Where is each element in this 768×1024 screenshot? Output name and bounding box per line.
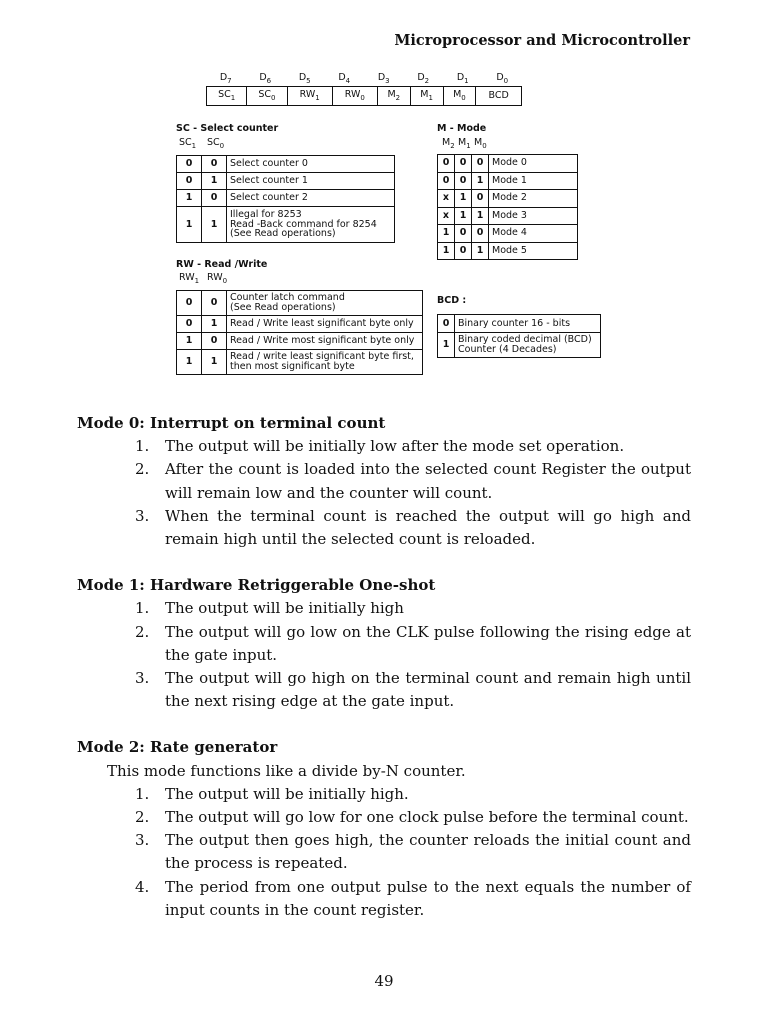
description-cell: Mode 5 (489, 242, 578, 260)
bit-value-cell: 0 (202, 291, 227, 316)
rw-headers (179, 272, 235, 285)
list-text: The output will go low on the CLK pulse following the rising edge at the gate input. (165, 622, 691, 664)
rw-title: RW - Read /Write (176, 259, 268, 270)
bit-value-cell: 1 (438, 242, 455, 260)
list-number: 3. (135, 669, 150, 688)
list-text: The output will go low for one clock pulse before the terminal count. (165, 808, 689, 827)
bit-value-cell: 0 (455, 172, 472, 190)
section-heading: Mode 1: Hardware Retriggerable One-shot (77, 576, 436, 595)
column-header: $RW_0$ (207, 272, 228, 285)
list-number: 3. (135, 506, 150, 525)
description-cell: Mode 1 (489, 172, 578, 190)
control-word-field: $SC_1$ (207, 87, 247, 106)
bit-value-cell: 1 (202, 316, 227, 333)
table-row (177, 291, 423, 316)
numbered-list (77, 597, 691, 713)
bit-value-cell: 1 (438, 225, 455, 243)
sc-title: SC - Select counter (176, 123, 279, 134)
bit-value-cell: 1 (455, 207, 472, 225)
control-word-field: $SC_0$ (247, 87, 287, 106)
table-row (177, 333, 423, 350)
list-text: The output will go high on the terminal count and remain high until the next rising edge at the gate input. (165, 669, 691, 711)
description-cell: Counter latch command (See Read operations) (227, 291, 423, 316)
control-word-figure (0, 0, 768, 390)
table-row (177, 156, 395, 173)
table-row (177, 207, 395, 243)
table-row (177, 350, 423, 375)
bit-value-cell: 0 (455, 155, 472, 173)
bit-position-labels (206, 72, 522, 85)
list-item (77, 597, 691, 620)
bit-value-cell: 1 (455, 190, 472, 208)
bit-value-cell: 1 (202, 207, 227, 243)
numbered-list (77, 783, 691, 922)
table-row (177, 316, 423, 333)
bit-value-cell: 1 (472, 207, 489, 225)
list-item (77, 876, 691, 922)
bit-value-cell: x (438, 207, 455, 225)
bit-value-cell: 1 (472, 242, 489, 260)
bit-value-cell: 0 (177, 316, 202, 333)
bit-label: $D_7$ (219, 72, 232, 85)
list-item (77, 783, 691, 806)
mode-title: M - Mode (437, 123, 487, 134)
list-number: 3. (135, 831, 150, 850)
description-cell: Binary coded decimal (BCD) Counter (4 Decades) (455, 333, 601, 358)
bit-value-cell: x (438, 190, 455, 208)
column-header: $RW_1$ (179, 272, 200, 285)
description-cell: Illegal for 8253 Read -Back command for 8254 (See Read operations) (227, 207, 395, 243)
document-body (77, 412, 691, 922)
list-item (77, 458, 691, 504)
control-word-field: $RW_0$ (332, 87, 377, 106)
table-row (438, 242, 578, 260)
description-cell: Select counter 2 (227, 190, 395, 207)
mode-headers (442, 137, 490, 150)
read-write-table (176, 290, 423, 375)
bit-value-cell: 1 (202, 350, 227, 375)
description-cell: Mode 3 (489, 207, 578, 225)
mode-table (437, 154, 578, 260)
column-header: $M_2$ (442, 137, 455, 150)
control-word-table (206, 86, 522, 106)
list-item (77, 806, 691, 829)
column-header: $SC_0$ (207, 137, 225, 150)
bit-value-cell: 1 (177, 190, 202, 207)
bcd-title: BCD : (437, 295, 467, 306)
bit-value-cell: 0 (202, 156, 227, 173)
bit-value-cell: 0 (202, 333, 227, 350)
list-text: The output will be initially high. (165, 784, 409, 803)
table-row (177, 190, 395, 207)
bit-value-cell: 0 (455, 225, 472, 243)
bit-value-cell: 1 (472, 172, 489, 190)
bit-value-cell: 0 (472, 155, 489, 173)
list-item (77, 829, 691, 875)
list-number: 4. (135, 877, 150, 896)
bit-value-cell: 0 (177, 173, 202, 190)
list-number: 2. (135, 622, 150, 641)
column-header: $SC_1$ (179, 137, 197, 150)
bit-label: $D_1$ (456, 72, 469, 85)
list-text: After the count is loaded into the selected count Register the output will remain low and the counter will count. (165, 460, 691, 502)
bit-label: $D_3$ (377, 72, 390, 85)
description-cell: Read / write least significant byte first, then most significant byte (227, 350, 423, 375)
bit-label: $D_0$ (496, 72, 509, 85)
control-word-field: $RW_1$ (287, 87, 332, 106)
numbered-list (77, 435, 691, 551)
table-row (438, 207, 578, 225)
list-number: 2. (135, 460, 150, 479)
bit-value-cell: 0 (455, 242, 472, 260)
table-row (177, 173, 395, 190)
bit-value-cell: 0 (202, 190, 227, 207)
bit-value-cell: 1 (177, 207, 202, 243)
bit-value-cell: 0 (177, 156, 202, 173)
description-cell: Select counter 0 (227, 156, 395, 173)
list-number: 2. (135, 808, 150, 827)
list-item (77, 505, 691, 551)
list-text: The output will be initially low after the mode set operation. (165, 437, 625, 456)
bit-value-cell: 1 (438, 333, 455, 358)
page-number: 49 (374, 972, 394, 990)
bit-value-cell: 0 (472, 225, 489, 243)
bit-value-cell: 1 (177, 333, 202, 350)
bit-value-cell: 1 (177, 350, 202, 375)
list-item (77, 667, 691, 713)
page-header: Microprocessor and Microcontroller (394, 32, 690, 49)
table-row (438, 315, 601, 333)
control-word-field: $M_2$ (377, 87, 410, 106)
bit-value-cell: 0 (438, 155, 455, 173)
sc-headers (179, 137, 235, 150)
list-item (77, 435, 691, 458)
description-cell: Binary counter 16 - bits (455, 315, 601, 333)
bit-value-cell: 0 (438, 315, 455, 333)
section-heading: Mode 2: Rate generator (77, 738, 278, 757)
list-text: The period from one output pulse to the next equals the number of input counts in the count register. (165, 877, 691, 919)
control-word-field: BCD (476, 87, 522, 106)
list-text: The output will be initially high (165, 599, 404, 618)
bit-label: $D_4$ (338, 72, 351, 85)
bit-label: $D_6$ (259, 72, 272, 85)
control-word-field: $M_0$ (443, 87, 476, 106)
description-cell: Mode 2 (489, 190, 578, 208)
description-cell: Select counter 1 (227, 173, 395, 190)
bcd-table (437, 314, 601, 358)
table-row (438, 190, 578, 208)
control-word-field: $M_1$ (410, 87, 443, 106)
list-text: When the terminal count is reached the output will go high and remain high until the selected count is reloaded. (165, 506, 691, 549)
description-cell: Read / Write least significant byte only (227, 316, 423, 333)
list-number: 1. (135, 784, 150, 803)
list-text: The output then goes high, the counter reloads the initial count and the process is repeated. (165, 831, 691, 873)
bit-value-cell: 0 (177, 291, 202, 316)
table-row (438, 333, 601, 358)
description-cell: Read / Write most significant byte only (227, 333, 423, 350)
table-row (438, 172, 578, 190)
list-item (77, 621, 691, 667)
section-intro: This mode functions like a divide by-N counter. (107, 761, 466, 780)
section-heading: Mode 0: Interrupt on terminal count (77, 414, 386, 432)
bit-value-cell: 0 (472, 190, 489, 208)
bit-value-cell: 0 (438, 172, 455, 190)
list-number: 1. (135, 599, 150, 618)
description-cell: Mode 4 (489, 225, 578, 243)
column-header: $M_1$ (458, 137, 471, 150)
bit-label: $D_5$ (298, 72, 311, 85)
table-row (438, 155, 578, 173)
bit-label: $D_2$ (417, 72, 430, 85)
description-cell: Mode 0 (489, 155, 578, 173)
list-number: 1. (135, 437, 150, 456)
table-row (438, 225, 578, 243)
column-header: $M_0$ (474, 137, 487, 150)
select-counter-table (176, 155, 395, 243)
bit-value-cell: 1 (202, 173, 227, 190)
